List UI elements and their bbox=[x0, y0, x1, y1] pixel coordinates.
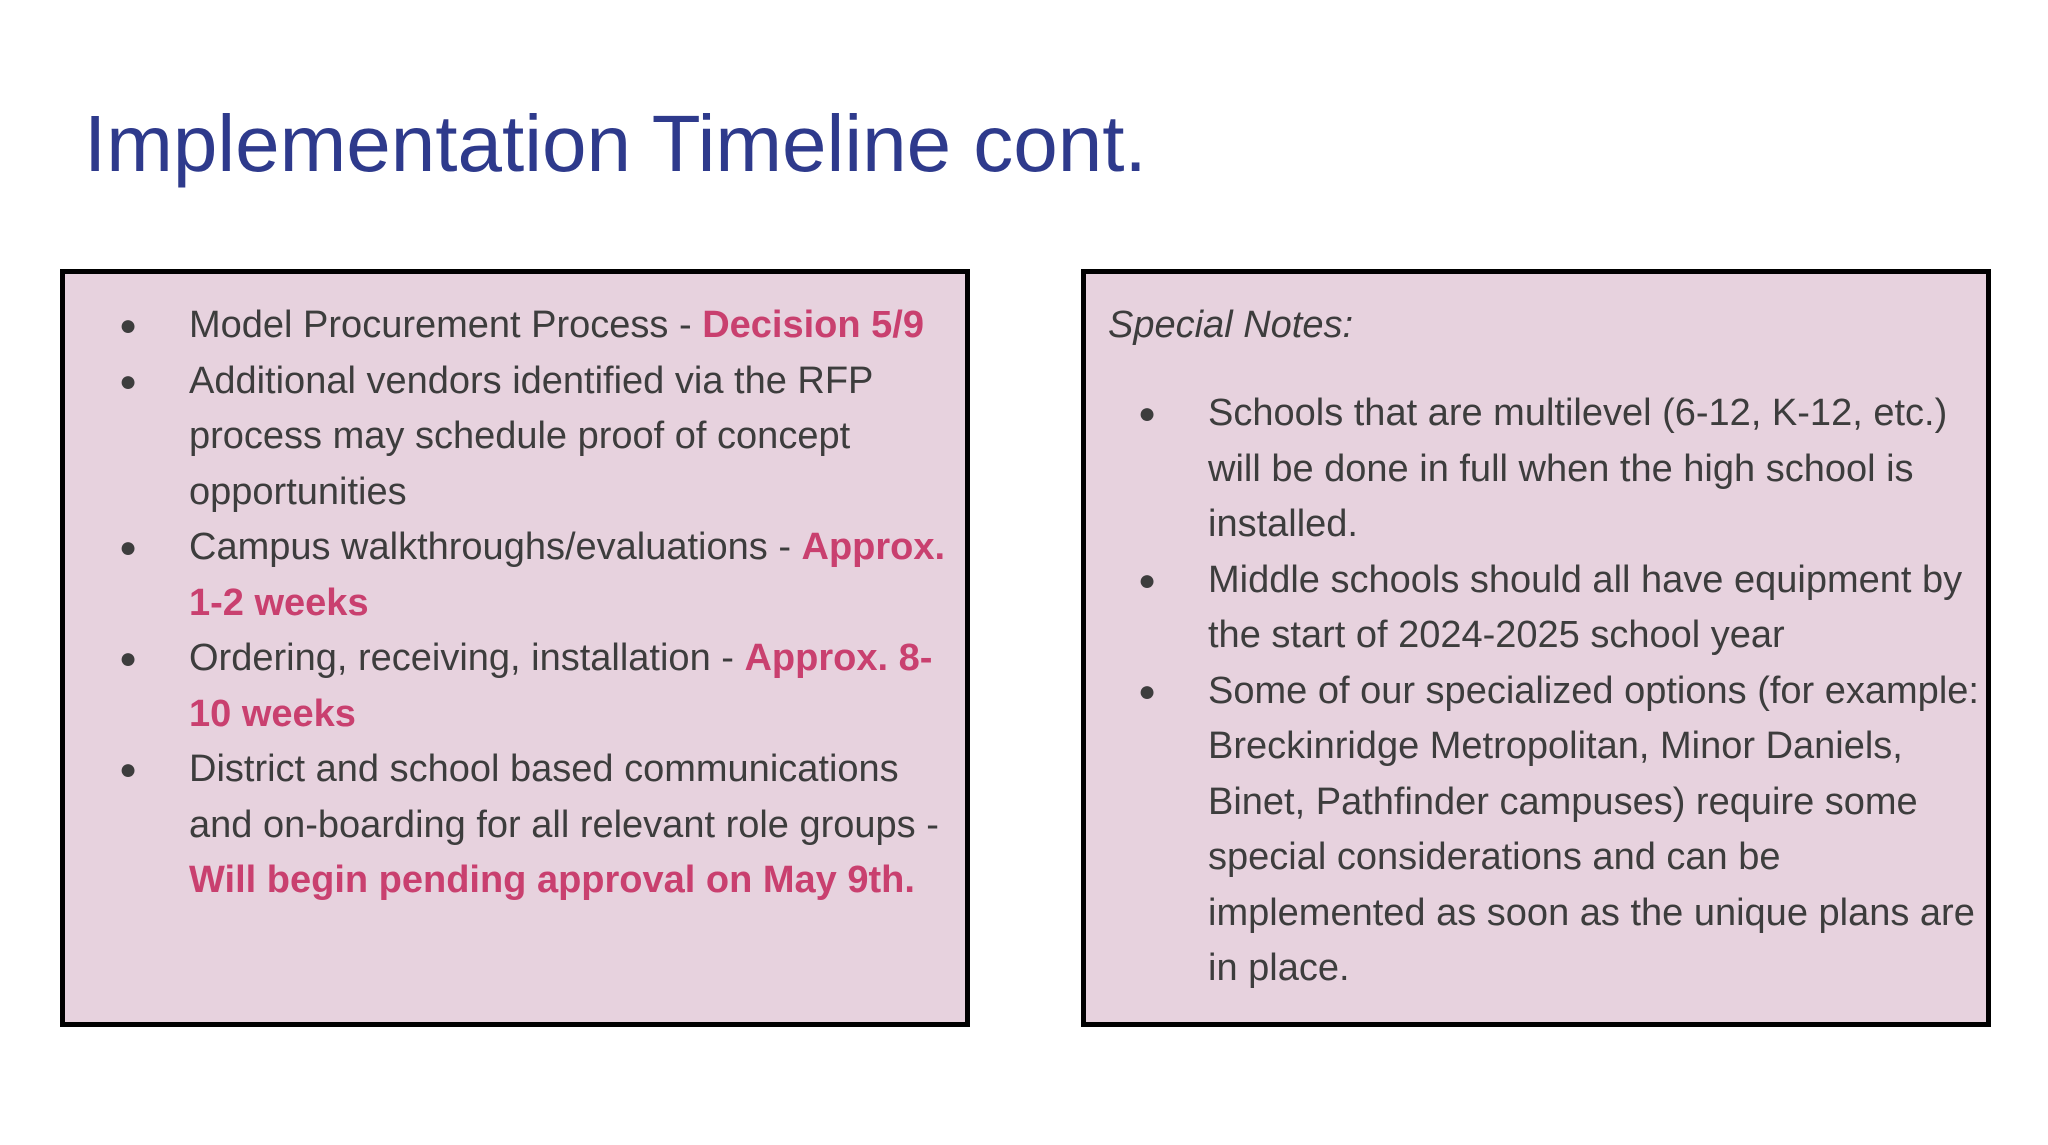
list-item bbox=[119, 298, 959, 354]
list-item bbox=[1138, 664, 1988, 997]
bullet-dot-icon: ● bbox=[1138, 674, 1157, 708]
notes-list bbox=[1138, 386, 1988, 997]
bullet-dot-icon: ● bbox=[119, 364, 138, 398]
notes-heading: Special Notes: bbox=[1108, 304, 1354, 346]
timeline-panel bbox=[60, 269, 970, 1027]
bullet-dot-icon: ● bbox=[1138, 397, 1157, 430]
list-item bbox=[119, 354, 959, 521]
list-item bbox=[119, 742, 959, 909]
item-text: Additional vendors identified via the RFP process may schedule proof of concept opportunities bbox=[189, 359, 873, 513]
bullet-dot-icon: ● bbox=[119, 642, 138, 675]
item-text: Campus walkthroughs/evaluations - bbox=[189, 526, 802, 568]
item-text: Ordering, receiving, installation - bbox=[189, 637, 745, 679]
item-text: Some of our specialized options (for example: Breckinridge Metropolitan, Minor Daniels, Binet, Pathfinder campuses) require some special considerations and can be implemented as soon as the unique plans are in place. bbox=[1208, 669, 1979, 989]
item-highlight: Decision 5/9 bbox=[702, 304, 924, 346]
list-item bbox=[1138, 386, 1988, 553]
item-text: District and school based communications and on-boarding for all relevant role groups - bbox=[189, 748, 939, 846]
item-text: Model Procurement Process - bbox=[189, 304, 703, 346]
list-item bbox=[119, 631, 959, 742]
bullet-dot-icon: ● bbox=[119, 531, 138, 564]
bullet-dot-icon: ● bbox=[119, 753, 138, 786]
item-text: Middle schools should all have equipment by the start of 2024-2025 school year bbox=[1208, 558, 1963, 656]
item-highlight: Will begin pending approval on May 9th. bbox=[189, 859, 915, 901]
list-item bbox=[119, 520, 959, 631]
item-highlight: Approx. 8-10 weeks bbox=[189, 637, 933, 735]
page-title: Implementation Timeline cont. bbox=[84, 99, 1147, 188]
bullet-dot-icon: ● bbox=[1138, 563, 1157, 597]
bullet-dot-icon: ● bbox=[119, 309, 138, 342]
timeline-list bbox=[119, 298, 959, 909]
item-highlight: Approx. 1-2 weeks bbox=[189, 526, 946, 624]
list-item bbox=[1138, 553, 1988, 664]
special-notes-panel bbox=[1081, 269, 1991, 1027]
item-text: Schools that are multilevel (6-12, K-12, etc.) will be done in full when the high school is installed. bbox=[1208, 392, 1948, 545]
